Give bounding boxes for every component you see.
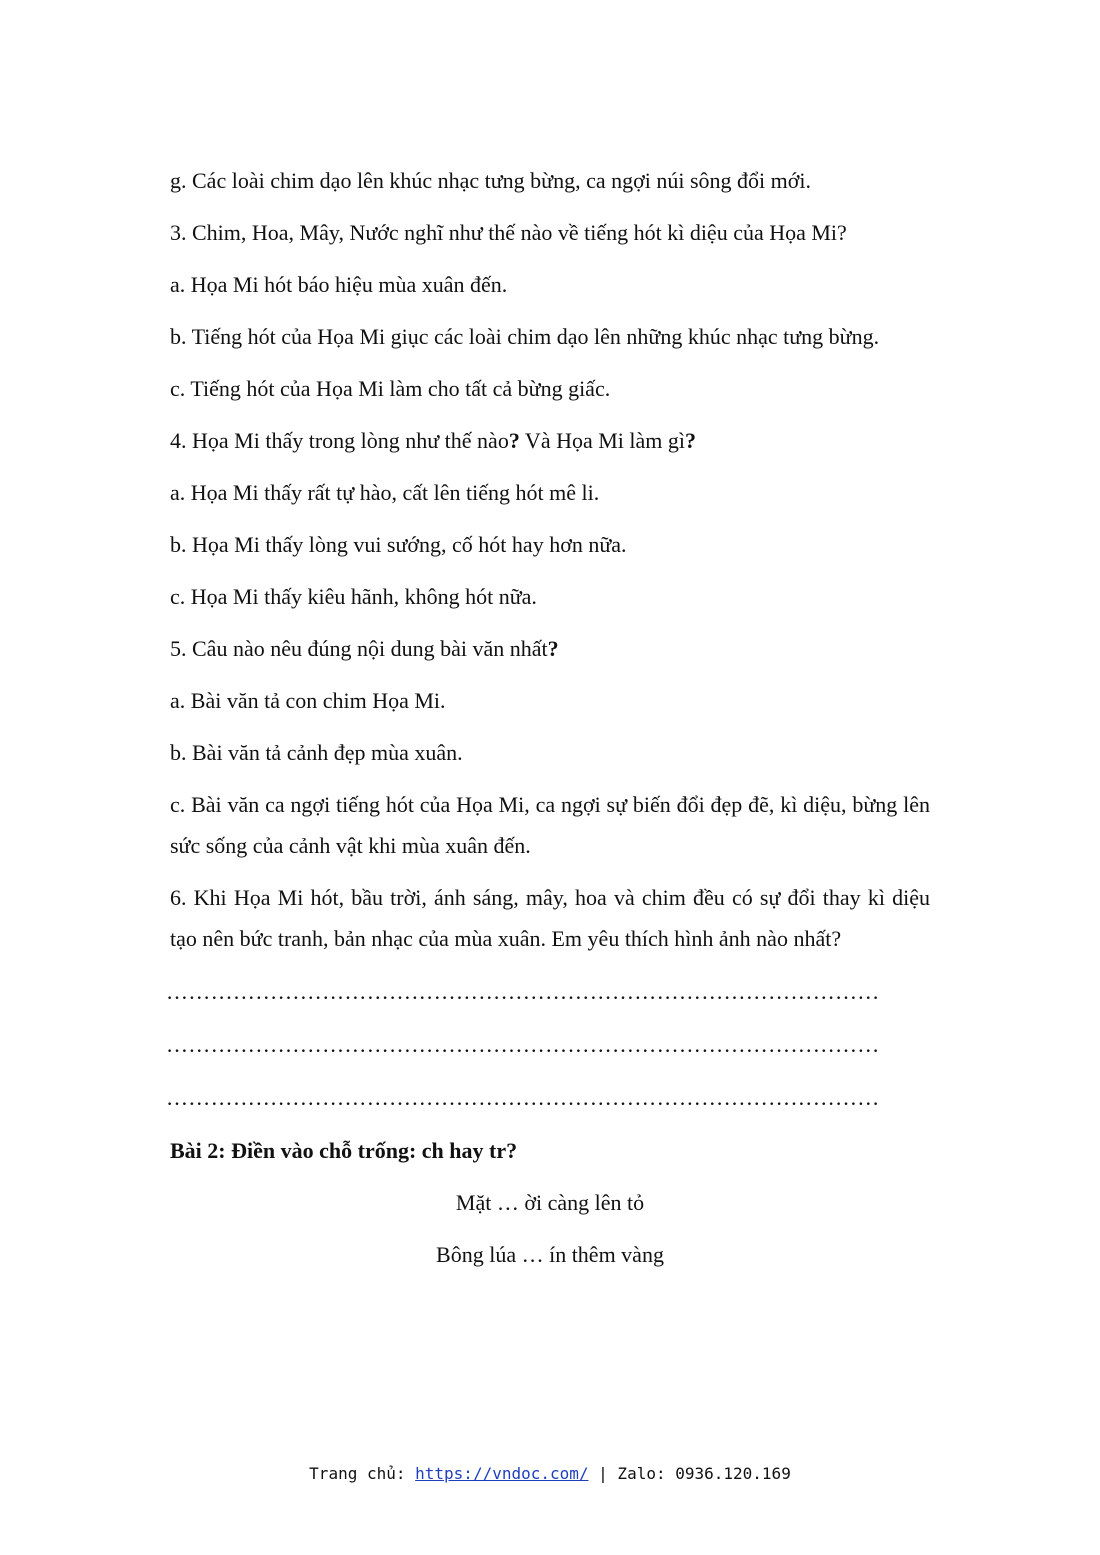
question-4-text-1: 4. Họa Mi thấy trong lòng như thế nào [170, 428, 509, 453]
question-3-option-c: c. Tiếng hót của Họa Mi làm cho tất cả bừng giấc. [170, 376, 611, 401]
question-3-option-a: a. Họa Mi hót báo hiệu mùa xuân đến. [170, 272, 508, 297]
question-4-mark-1: ? [508, 428, 520, 453]
answer-line-3: …………………………………………………………………………………… [166, 1085, 880, 1110]
question-4-text-2: Và Họa Mi làm gì [519, 428, 686, 453]
question-6: 6. Khi Họa Mi hót, bầu trời, ánh sáng, mây, hoa và chim đều có sự đổi thay kì diệu tạo nên bức tranh, bản nhạc của mùa xuân. Em yêu thích hình ảnh nào nhất? [170, 885, 930, 951]
footer-prefix: Trang chủ: [309, 1464, 416, 1483]
question-5-option-c: c. Bài văn ca ngợi tiếng hót của Họa Mi, ca ngợi sự biến đổi đẹp đẽ, kì diệu, bừng lên sức sống của cảnh vật khi mùa xuân đến. [170, 792, 930, 858]
question-5-option-b: b. Bài văn tả cảnh đẹp mùa xuân. [170, 740, 463, 765]
question-5-mark: ? [547, 636, 559, 661]
poem-line-1: Mặt … ời càng lên tỏ [455, 1190, 645, 1215]
question-4 [170, 420, 930, 461]
question-4-option-b: b. Họa Mi thấy lòng vui sướng, cố hót hay hơn nữa. [170, 532, 627, 557]
page-footer [0, 1464, 1100, 1483]
footer-contact: | Zalo: 0936.120.169 [588, 1464, 791, 1483]
option-g: g. Các loài chim dạo lên khúc nhạc tưng bừng, ca ngợi núi sông đổi mới. [170, 168, 811, 193]
question-4-option-c: c. Họa Mi thấy kiêu hãnh, không hót nữa. [170, 584, 537, 609]
bai2-heading: Bài 2: Điền vào chỗ trống: ch hay tr? [170, 1138, 518, 1163]
document-content [166, 160, 930, 1286]
question-3: 3. Chim, Hoa, Mây, Nước nghĩ như thế nào về tiếng hót kì diệu của Họa Mi? [170, 220, 847, 245]
question-4-mark-2: ? [685, 428, 697, 453]
question-5-text: 5. Câu nào nêu đúng nội dung bài văn nhất [170, 636, 548, 661]
footer-homepage-link[interactable]: https://vndoc.com/ [415, 1464, 589, 1483]
answer-line-1: …………………………………………………………………………………… [166, 979, 880, 1004]
question-3-option-b: b. Tiếng hót của Họa Mi giục các loài chim dạo lên những khúc nhạc tưng bừng. [170, 324, 880, 349]
answer-line-2: …………………………………………………………………………………… [166, 1032, 880, 1057]
poem-line-2: Bông lúa … ín thêm vàng [436, 1242, 664, 1267]
question-4-option-a: a. Họa Mi thấy rất tự hào, cất lên tiếng hót mê li. [170, 480, 600, 505]
question-5-option-a: a. Bài văn tả con chim Họa Mi. [170, 688, 446, 713]
question-5 [170, 628, 930, 669]
